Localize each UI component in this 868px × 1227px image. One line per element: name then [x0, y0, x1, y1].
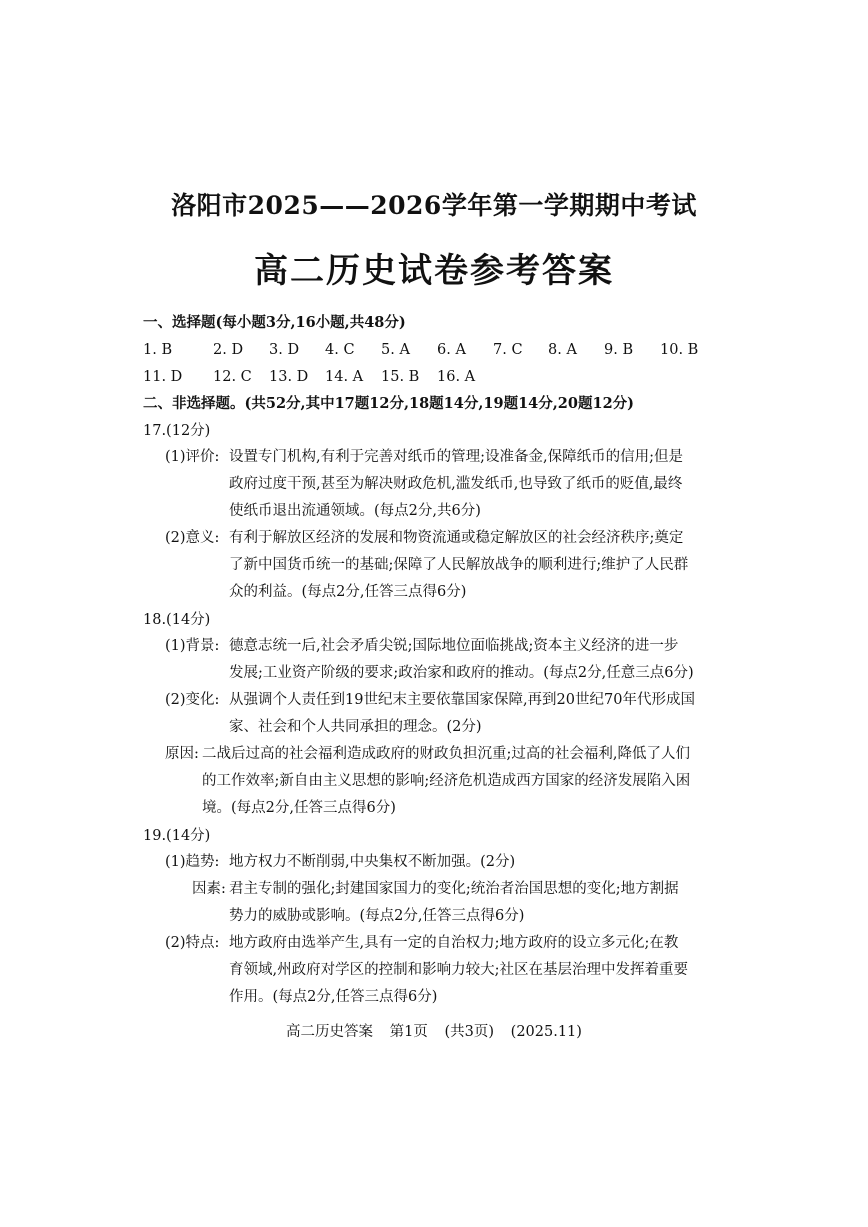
q17-heading: 17.(12分) — [143, 423, 211, 439]
q17-part1-label: (1)评价: — [165, 449, 220, 465]
answer-item: 9. B — [604, 342, 634, 358]
answer-line: 有利于解放区经济的发展和物资流通或稳定解放区的社会经济秩序;奠定 — [229, 530, 684, 546]
answer-item: 12. C — [213, 369, 252, 385]
answer-line: 君主专制的强化;封建国家国力的变化;统治者治国思想的变化;地方割据 — [229, 881, 679, 897]
answer-item: 16. A — [437, 369, 476, 385]
q18-part2-label: (2)变化: — [165, 692, 220, 708]
q19-factors-label: 因素: — [192, 881, 226, 897]
answer-line: 了新中国货币统一的基础;保障了人民解放战争的顺利进行;维护了人民群 — [229, 557, 689, 573]
answer-item: 13. D — [269, 369, 309, 385]
answer-line: 的工作效率;新自由主义思想的影响;经济危机造成西方国家的经济发展陷入困 — [202, 773, 691, 789]
footer-page-number: 第1页 — [389, 1024, 428, 1040]
answer-item: 1. B — [143, 342, 173, 358]
answer-item: 7. C — [493, 342, 523, 358]
answer-item: 6. A — [437, 342, 466, 358]
q19-heading: 19.(14分) — [143, 828, 211, 844]
answer-item: 15. B — [381, 369, 420, 385]
answer-line: 使纸币退出流通领域。(每点2分,共6分) — [229, 503, 481, 519]
q17-part2-label: (2)意义: — [165, 530, 220, 546]
answer-line: 作用。(每点2分,任答三点得6分) — [229, 989, 438, 1005]
answer-item: 10. B — [660, 342, 699, 358]
answer-line: 势力的威胁或影响。(每点2分,任答三点得6分) — [229, 908, 525, 924]
answer-item: 5. A — [381, 342, 410, 358]
answer-line: 育领域,州政府对学区的控制和影响力较大;社区在基层治理中发挥着重要 — [229, 962, 688, 978]
answer-line: 众的利益。(每点2分,任答三点得6分) — [229, 584, 467, 600]
answer-line: 地方政府由选举产生,具有一定的自治权力;地方政府的设立多元化;在教 — [229, 935, 679, 951]
answer-item: 11. D — [143, 369, 183, 385]
answer-line: 家、社会和个人共同承担的理念。(2分) — [229, 719, 482, 735]
footer-doc-name: 高二历史答案 — [286, 1024, 374, 1040]
answer-line: 从强调个人责任到19世纪末主要依靠国家保障,再到20世纪70年代形成国 — [229, 692, 695, 708]
answer-key-title: 高二历史试卷参考答案 — [254, 251, 614, 291]
answer-line: 设置专门机构,有利于完善对纸币的管理;设准备金,保障纸币的信用;但是 — [229, 449, 683, 465]
answer-item: 3. D — [269, 342, 300, 358]
answer-line: 二战后过高的社会福利造成政府的财政负担沉重;过高的社会福利,降低了人们 — [202, 746, 690, 762]
exam-title: 洛阳市2025——2026学年第一学期期中考试 — [171, 191, 697, 220]
answer-line: 政府过度干预,甚至为解决财政危机,滥发纸币,也导致了纸币的贬值,最终 — [229, 476, 683, 492]
q18-heading: 18.(14分) — [143, 612, 211, 628]
section1-heading: 一、选择题(每小题3分,16小题,共48分) — [143, 314, 406, 331]
answer-item: 8. A — [548, 342, 577, 358]
footer-date: (2025.11) — [510, 1024, 582, 1040]
answer-item: 2. D — [213, 342, 244, 358]
answer-line: 发展;工业资产阶级的要求;政治家和政府的推动。(每点2分,任意三点6分) — [229, 665, 694, 681]
answer-line: 德意志统一后,社会矛盾尖锐;国际地位面临挑战;资本主义经济的进一步 — [229, 638, 679, 654]
footer-total-pages: (共3页) — [444, 1024, 495, 1040]
answer-item: 4. C — [325, 342, 355, 358]
answer-line: 境。(每点2分,任答三点得6分) — [202, 800, 396, 816]
q19-part1-label: (1)趋势: — [165, 854, 220, 870]
q18-part1-label: (1)背景: — [165, 638, 220, 654]
q18-part3-label: 原因: — [165, 746, 199, 762]
q19-part2-label: (2)特点: — [165, 935, 220, 951]
answer-line: 地方权力不断削弱,中央集权不断加强。(2分) — [229, 854, 516, 870]
section2-heading: 二、非选择题。(共52分,其中17题12分,18题14分,19题14分,20题12分) — [143, 395, 635, 412]
page-footer — [0, 1020, 868, 1041]
answer-item: 14. A — [325, 369, 364, 385]
